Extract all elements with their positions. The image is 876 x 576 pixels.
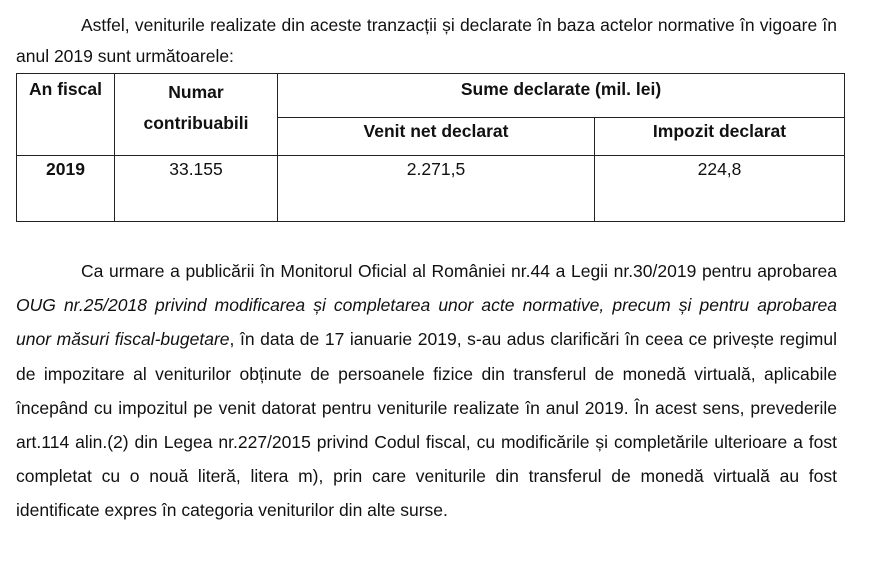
body-text-part2: , în data de 17 ianuarie 2019, s-au adus clarificări în ceea ce privește regimul de impozitare al veniturilor obținute de persoanele fizice din transferul de monedă virtuală, aplicabile începând cu impozitul pe venit datorat pentru veniturile realizate în anul 2019. În acest sens, prevederile art.114 alin.(2) din Legea nr.227/2015 privind Codul fiscal, cu modificările și completările ulterioare a fost completat cu o nouă literă, litera m), prin care veniturile din transferul de monedă virtuală au fost identificate expres în categoria veniturilor din alte surse. [16,329,837,521]
header-impozit: Impozit declarat [595,118,845,156]
header-sume-declarate: Sume declarate (mil. lei) [278,74,845,118]
header-numar-contribuabili [115,74,278,156]
body-text-italic: OUG nr.25/2018 privind modificarea și completarea unor acte normative, precum și pentru aprobarea unor măsuri fiscal-bugetare [16,295,837,350]
header-numar-line1: Numar [168,82,224,102]
fiscal-income-table [16,73,845,222]
header-numar-line2: contribuabili [143,113,249,133]
header-an-fiscal: An fiscal [17,74,115,156]
body-paragraph [16,254,837,528]
cell-numar: 33.155 [115,156,278,222]
table-row [17,156,845,222]
cell-venit: 2.271,5 [278,156,595,222]
body-text-part1: Ca urmare a publicării în Monitorul Oficial al României nr.44 a Legii nr.30/2019 pentru aprobarea [81,261,837,281]
cell-impozit: 224,8 [595,156,845,222]
cell-an: 2019 [17,156,115,222]
header-venit-net: Venit net declarat [278,118,595,156]
intro-paragraph: Astfel, veniturile realizate din aceste tranzacții și declarate în baza actelor normative în vigoare în anul 2019 sunt următoarele: [16,15,837,66]
